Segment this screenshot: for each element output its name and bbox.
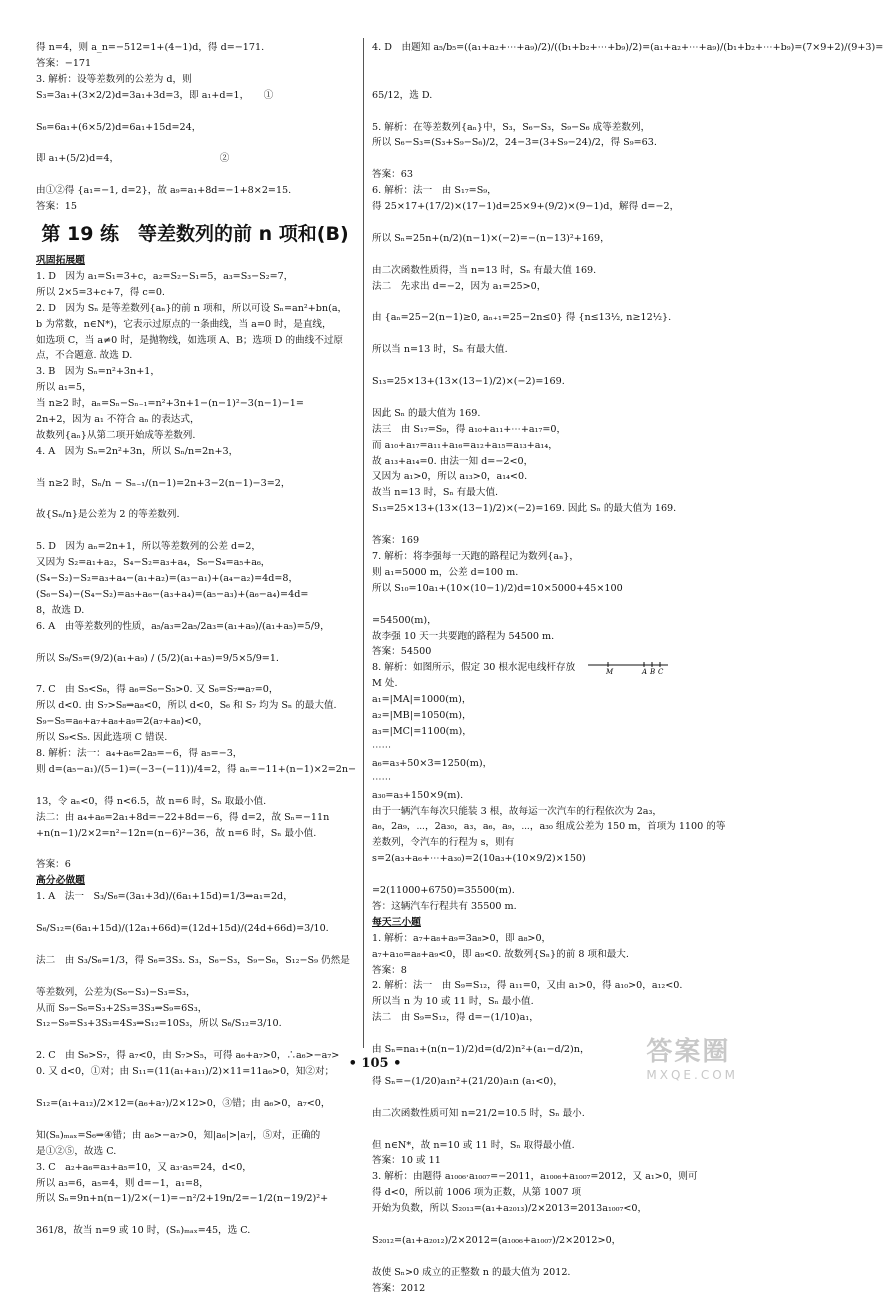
right-block-daily [372, 931, 718, 1297]
watermark-url: MXQE.COM [646, 1068, 738, 1082]
text-line: 答案：6 [36, 859, 71, 871]
text-line [36, 460, 354, 476]
text-line: 答案：54500 [372, 646, 432, 658]
text-line: 65/12，选 D. [372, 89, 433, 101]
text-line: 13，令 aₙ<0，得 n<6.5，故 n=6 时，Sₙ 取最小值. [36, 795, 267, 807]
text-line: 而 a₁₀+a₁₇=a₁₁+a₁₆=a₁₂+a₁₅=a₁₃+a₁₄， [372, 439, 558, 451]
text-line: 8，故选 D. [36, 604, 85, 616]
text-line: 故{Sₙ/n}是公差为 2 的等差数列. [36, 509, 180, 521]
text-line [36, 1080, 354, 1096]
text-line: 法二：由 a₄+a₆=2a₁+8d=−22+8d=−6，得 d=2，故 Sₙ=−11n [36, 811, 330, 823]
text-line [36, 135, 354, 151]
text-line: 等差数列，公差为(S₆−S₃)−S₃=S₃， [36, 986, 196, 998]
watermark-text: 答案圈 [646, 1037, 731, 1067]
pole-intro: 8. 解析：如图所示，假定 30 根水泥电线杆存放 [372, 662, 576, 674]
text-line [36, 104, 354, 120]
text-line: M 处. [372, 678, 398, 690]
text-line: a₆，2a₉，⋯，2a₃₀，a₃，a₆，a₉，⋯，a₃₀ 组成公差为 150 m，首项为 1100 的等 [372, 821, 726, 833]
text-line [372, 295, 718, 311]
text-line: S₁₂=(a₁+a₁₂)/2×12=(a₆+a₇)/2×12>0，③错；由 a₆>0，a₇<0， [36, 1098, 331, 1109]
text-line: 4. D 由题知 a₅/b₅=((a₁+a₂+⋯+a₉)/2)/((b₁+b₂+⋯+b₉)/2)=(a₁+a₂+⋯+a₉)/(b₁+b₂+⋯+b₉)=(7×9+2)/(9+3)= [372, 42, 883, 53]
text-line: 所以 S₉/S₅=(9/2)(a₁+a₉) / (5/2)(a₁+a₅)=9/5×5/9=1. [36, 652, 279, 664]
text-line: 答案：15 [36, 201, 77, 213]
text-line: 所以 S₆−S₃=(S₃+S₉−S₆)/2，24−3=(3+S₉−24)/2，得 S₉=63. [372, 137, 657, 149]
text-line: 得 d<0，所以前 1006 项为正数，从第 1007 项 [372, 1187, 582, 1199]
text-line [372, 390, 718, 406]
text-line: 所以 S₁₀=10a₁+(10×(10−1)/2)d=10×5000+45×100 [372, 582, 623, 594]
text-line: 3. 解析：设等差数列的公差为 d，则 [36, 73, 192, 85]
text-line [36, 1112, 354, 1128]
text-line: a₇+a₁₀=a₈+a₉<0，即 a₉<0. 故数列{Sₙ}的前 8 项和最大. [372, 948, 629, 960]
text-line [372, 1090, 718, 1106]
text-line [372, 867, 718, 883]
text-line: 0. 又 d<0，①对；由 S₁₁=(11(a₁+a₁₁)/2)×11=11a₆>0，知②对； [36, 1066, 335, 1078]
text-line: 4. A 因为 Sₙ=2n²+3n，所以 Sₙ/n=2n+3， [36, 445, 239, 457]
text-line: 答案：2012 [372, 1282, 426, 1294]
text-line: 所以当 n=13 时，Sₙ 有最大值. [372, 344, 508, 356]
text-line: 由 Sₙ=na₁+(n(n−1)/2)d=(d/2)n²+(a₁−d/2)n， [372, 1044, 590, 1056]
text-line: 5. D 因为 aₙ=2n+1，所以等差数列的公差 d=2， [36, 541, 261, 553]
text-line: 开始为负数，所以 S₂₀₁₃=(a₁+a₂₀₁₃)/2×2013=2013a₁₀₀₇<0， [372, 1203, 648, 1215]
left-block-intro [36, 40, 354, 215]
subsection-heading: 每天三小题 [372, 916, 421, 928]
text-line: 3. C a₂+a₆=a₃+a₅=10，又 a₃·a₅=24，d<0， [36, 1161, 252, 1173]
text-line: S₁₃=25×13+(13×(13−1)/2)×(−2)=169. 因此 Sₙ 的最大值为 169. [372, 503, 677, 515]
text-line: 6. 解析：法一 由 S₁₇=S₉， [372, 185, 497, 197]
text-line: 所以 Sₙ=25n+(n/2)(n−1)×(−2)=−(n−13)²+169， [372, 232, 610, 244]
right-column [372, 40, 883, 1297]
text-line: 1. 解析：a₇+a₈+a₉=3a₈>0，即 a₈>0， [372, 932, 552, 944]
text-line: S₁₃=25×13+(13×(13−1)/2)×(−2)=169. [372, 376, 565, 388]
text-line: =54500(m)， [372, 614, 437, 626]
text-line: 所以 a₃=6，a₅=4，则 d=−1，a₁=8， [36, 1177, 209, 1189]
text-line: 所以当 n 为 10 或 11 时，Sₙ 最小值. [372, 996, 534, 1008]
text-line [36, 969, 354, 985]
text-line [372, 72, 718, 88]
text-line: 所以 S₉<S₅. 因此选项 C 错误. [36, 732, 168, 744]
text-line: 2. 解析：法一 由 S₉=S₁₂，得 a₁₁=0，又由 a₁>0，得 a₁₀>0，a₁₂<0. [372, 980, 683, 992]
diagram-label-c: C [658, 667, 664, 676]
text-line: 答案：−171 [36, 57, 92, 69]
text-line: 故数列{aₙ}从第二项开始成等差数列. [36, 429, 196, 441]
text-line: 得 Sₙ=−(1/20)a₁n²+(21/20)a₁n (a₁<0)， [372, 1075, 563, 1087]
text-line: 所以 2×5=3+c+7，得 c=0. [36, 286, 165, 298]
section-title: 第 19 练 等差数列的前 n 项和(B) [41, 222, 349, 245]
text-line: 法二 先求出 d=−2，因为 a₁=25>0， [372, 280, 547, 292]
right-block-poles [372, 676, 726, 915]
text-line: 由 {aₙ=25−2(n−1)≥0, aₙ₊₁=25−2n≤0} 得 {n≤13½, n≥12½}. [372, 312, 672, 324]
text-line: 因此 Sₙ 的最大值为 169. [372, 407, 481, 419]
text-line: a₁=|MA|=1000(m)， [372, 694, 472, 706]
text-line: 知(Sₙ)ₘₐₓ=S₆⇒④错；由 a₆>−a₇>0，知|a₆|>|a₇|，⑤对，正确的 [36, 1129, 321, 1141]
text-line: s=2(a₃+a₆+⋯+a₃₀)=2(10a₃+(10×9/2)×150) [372, 853, 586, 865]
text-line: 即 a₁+(5/2)d=4， ② [36, 153, 230, 165]
text-line: 1. A 法一 S₃/S₆=(3a₁+3d)/(6a₁+15d)=1/3⇒a₁=2d， [36, 891, 293, 903]
text-line [36, 842, 354, 858]
text-line: 361/8，故当 n=9 或 10 时，(Sₙ)ₘₐₓ=45，选 C. [36, 1225, 251, 1237]
text-line [372, 1122, 718, 1138]
text-line: 当 n≥2 时，Sₙ/n − Sₙ₋₁/(n−1)=2n+3−2(n−1)−3=2， [36, 477, 291, 489]
text-line [36, 167, 354, 183]
text-line [372, 151, 718, 167]
text-line: S₃=3a₁+(3×2/2)d=3a₁+3d=3，即 a₁+d=1， ① [36, 89, 274, 101]
text-line: 法二 由 S₉=S₁₂，得 d=−(1/10)a₁， [372, 1012, 539, 1024]
text-line: 得 25×17+(17/2)×(17−1)d=25×9+(9/2)×(9−1)d，解得 d=−2， [372, 201, 680, 213]
text-line: 由二次函数性质得，当 n=13 时，Sₙ 有最大值 169. [372, 264, 597, 276]
text-line: 答案：63 [372, 169, 413, 181]
watermark-logo [646, 1031, 738, 1082]
text-line: 差数列，令汽车的行程为 s，则有 [372, 837, 515, 849]
text-line [36, 778, 354, 794]
page-number: • 105 • [348, 1056, 402, 1071]
text-line [372, 215, 718, 231]
right-block-answers [372, 40, 883, 660]
text-line: S₁₂−S₉=S₃+3S₃=4S₃⇒S₁₂=10S₃，所以 S₆/S₁₂=3/10. [36, 1018, 282, 1030]
text-line: 从而 S₉−S₆=S₃+2S₃=3S₃⇒S₉=6S₃， [36, 1002, 208, 1014]
text-line: 点，不合题意. 故选 D. [36, 350, 133, 362]
text-line [36, 1207, 354, 1223]
text-line [36, 937, 354, 953]
text-line: 所以 Sₙ=9n+n(n−1)/2×(−1)=−n²/2+19n/2=−1/2(n−19/2)²+ [36, 1193, 329, 1205]
text-line: 6. A 由等差数列的性质，a₅/a₃=2a₅/2a₃=(a₁+a₉)/(a₁+a₅)=5/9， [36, 620, 330, 632]
text-line: 法三 由 S₁₇=S₉，得 a₁₀+a₁₁+⋯+a₁₇=0， [372, 423, 567, 435]
text-line: +n(n−1)/2×2=n²−12n=(n−6)²−36，故 n=6 时，Sₙ 最小值. [36, 827, 317, 839]
text-line: 答案：169 [372, 535, 420, 547]
text-line: 1. D 因为 a₁=S₁=3+c，a₂=S₂−S₁=5，a₃=S₃−S₂=7， [36, 270, 294, 282]
text-line: 故使 Sₙ>0 成立的正整数 n 的最大值为 2012. [372, 1266, 571, 1278]
text-line: 得 n=4，则 a_n=−512=1+(4−1)d，得 d=−171. [36, 42, 265, 53]
left-block-consolidation [36, 269, 357, 873]
text-line: 2n+2，因为 a₁ 不符合 aₙ 的表达式， [36, 414, 200, 426]
text-line [372, 358, 718, 374]
text-line: 5. 解析：在等差数列{aₙ}中，S₃，S₆−S₃，S₉−S₆ 成等差数列， [372, 121, 651, 133]
text-line: 所以 d<0. 由 S₇>S₈⇒a₈<0，所以 d<0，S₆ 和 S₇ 均为 Sₙ 的最大值. [36, 700, 337, 712]
text-line [372, 247, 718, 263]
text-line: S₂₀₁₂=(a₁+a₂₀₁₂)/2×2012=(a₁₀₀₆+a₁₀₀₇)/2×2012>0， [372, 1234, 622, 1246]
text-line: 7. 解析：将李强每一天跑的路程记为数列{aₙ}， [372, 551, 579, 562]
text-line: 但 n∈N*，故 n=10 或 11 时，Sₙ 取得最小值. [372, 1139, 575, 1151]
text-line: 故 a₁₃+a₁₄=0. 由法一知 d=−2<0， [372, 455, 534, 467]
text-line: a₃=|MC|=1100(m)， [372, 725, 472, 737]
text-line: 又因为 a₁>0，所以 a₁₃>0，a₁₄<0. [372, 471, 528, 483]
text-line [36, 635, 354, 651]
text-line [36, 492, 354, 508]
text-line: 答：这辆汽车行程共有 35500 m. [372, 900, 517, 912]
text-line: ⋯⋯ [372, 773, 392, 785]
text-line: 又因为 S₂=a₁+a₂，S₄−S₂=a₃+a₄，S₆−S₄=a₅+a₆， [36, 557, 271, 569]
text-line [36, 905, 354, 921]
text-line: 2. C 由 S₆>S₇，得 a₇<0，由 S₇>S₅，可得 a₆+a₇>0，∴a₆>−a₇> [36, 1050, 340, 1062]
text-line [372, 326, 718, 342]
text-line: 则 a₁=5000 m，公差 d=100 m. [372, 566, 519, 578]
text-line: a₂=|MB|=1050(m)， [372, 710, 472, 722]
text-line: 则 d=(a₅−a₁)/(5−1)=(−3−(−11))/4=2，得 aₙ=−11+(n−1)×2=2n− [36, 763, 357, 775]
text-line [372, 104, 718, 120]
diagram-label-a: A [642, 667, 648, 676]
text-line: 由于一辆汽车每次只能装 3 根，故每运一次汽车的行程依次为 2a₃， [372, 805, 662, 817]
text-line: 故当 n=13 时，Sₙ 有最大值. [372, 487, 499, 499]
text-line [372, 1217, 718, 1233]
text-line: 答案：8 [372, 964, 407, 976]
text-line: 7. C 由 S₅<S₆，得 a₆=S₆−S₅>0. 又 S₆=S₇⇒a₇=0， [36, 684, 279, 696]
text-line: b 为常数，n∈N*)，它表示过原点的一条曲线，当 a=0 时，是直线， [36, 318, 332, 330]
text-line [372, 56, 718, 72]
text-line: (S₄−S₂)−S₂=a₃+a₄−(a₁+a₂)=(a₃−a₁)+(a₄−a₂)=4d=8， [36, 573, 299, 585]
text-line: a₆=a₃+50×3=1250(m)， [372, 757, 493, 769]
text-line: 由①②得 {a₁=−1, d=2}，故 a₉=a₁+8d=−1+8×2=15. [36, 185, 292, 197]
text-line: 如选项 C，当 a≠0 时，是抛物线，如选项 A、B；选项 D 的曲线不过原 [36, 334, 344, 346]
text-line: S₆=6a₁+(6×5/2)d=6a₁+15d=24， [36, 121, 202, 133]
text-line: S₉−S₅=a₆+a₇+a₈+a₉=2(a₇+a₈)<0， [36, 716, 208, 728]
text-line: (S₆−S₄)−(S₄−S₂)=a₅+a₆−(a₃+a₄)=(a₅−a₃)+(a₆−a₄)=4d= [36, 589, 309, 600]
text-line: =2(11000+6750)=35500(m). [372, 885, 515, 897]
text-line: 由二次函数性质可知 n=21/2=10.5 时，Sₙ 最小. [372, 1107, 585, 1119]
text-line: 所以 a₁=5， [36, 382, 92, 394]
text-line: 3. B 因为 Sₙ=n²+3n+1， [36, 366, 160, 378]
diagram-label-b: B [650, 667, 656, 676]
text-line: 是①②⑤，故选 C. [36, 1145, 117, 1157]
text-line: 8. 解析：法一：a₄+a₆=2a₅=−6，得 a₅=−3， [36, 748, 243, 760]
subsection-heading: 巩固拓展题 [36, 254, 85, 266]
text-line: S₆/S₁₂=(6a₁+15d)/(12a₁+66d)=(12d+15d)/(24d+66d)=3/10. [36, 923, 329, 935]
text-line: ⋯⋯ [372, 741, 392, 753]
text-line: 当 n≥2 时，aₙ=Sₙ−Sₙ₋₁=n²+3n+1−(n−1)²−3(n−1)−1= [36, 398, 304, 410]
text-line: 2. D 因为 Sₙ 是等差数列{aₙ}的前 n 项和，所以可设 Sₙ=an²+bn(a， [36, 302, 348, 314]
text-line: 法二 由 S₃/S₆=1/3，得 S₆=3S₃. S₃，S₆−S₃，S₉−S₆，S₁₂−S₉ 仍然是 [36, 954, 350, 966]
text-line [372, 597, 718, 613]
pole-diagram [586, 661, 670, 675]
text-line [36, 667, 354, 683]
text-line: 3. 解析：由题得 a₁₀₀₆·a₁₀₀₇=−2011，a₁₀₀₆+a₁₀₀₇=2012，又 a₁>0，则可 [372, 1171, 698, 1183]
text-line [36, 1032, 354, 1048]
column-divider [363, 38, 364, 1048]
text-line [372, 517, 718, 533]
text-line: 故李强 10 天一共要跑的路程为 54500 m. [372, 630, 555, 642]
subsection-heading: 高分必做题 [36, 875, 85, 887]
text-line [372, 660, 718, 676]
diagram-label-m: M [606, 667, 614, 676]
text-line: 答案：10 或 11 [372, 1155, 441, 1167]
text-line: a₃₀=a₃+150×9(m). [372, 789, 464, 801]
text-line [36, 523, 354, 539]
text-line [372, 1249, 718, 1265]
